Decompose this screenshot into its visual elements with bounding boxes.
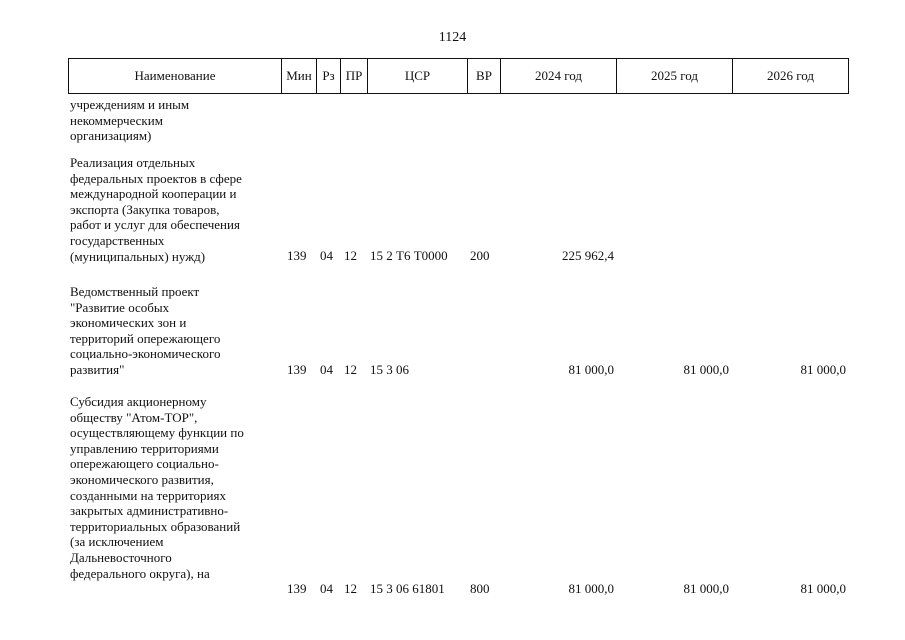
name-line: международной кооперации и [70, 186, 237, 202]
page-number: 1124 [438, 30, 467, 45]
cell-csr: 15 3 06 [370, 362, 409, 378]
name-line: осуществляющему функции по [70, 425, 244, 441]
name-line: закрытых административно- [70, 503, 229, 519]
row-name [70, 155, 277, 264]
column-header-name: Наименование [69, 59, 282, 93]
name-line: (муниципальных) нужд) [70, 248, 206, 264]
name-line: "Развитие особых [70, 299, 170, 315]
table-row [0, 284, 905, 378]
name-line: обществу "Атом-ТОР", [70, 409, 198, 425]
cell-rz: 04 [320, 248, 333, 264]
name-line: экономических зон и [70, 315, 187, 331]
name-line: экономического развития, [70, 471, 214, 487]
cell-2025: 81 000,0 [683, 581, 729, 597]
name-line: работ и услуг для обеспечения [70, 217, 240, 233]
row-name [70, 284, 277, 378]
cell-rz: 04 [320, 581, 333, 597]
column-header-min: Мин [282, 59, 317, 93]
cell-min: 139 [287, 362, 307, 378]
table-row [0, 97, 905, 144]
name-line: развития" [70, 361, 125, 377]
cell-pr: 12 [344, 248, 357, 264]
name-line: учреждениям и иным [70, 97, 190, 112]
column-header-2024: 2024 год [501, 59, 617, 93]
cell-pr: 12 [344, 362, 357, 378]
column-header-pr: ПР [341, 59, 368, 93]
cell-2024: 81 000,0 [568, 362, 614, 378]
cell-2026: 81 000,0 [800, 581, 846, 597]
cell-vr: 200 [470, 248, 490, 264]
name-line: федеральных проектов в сфере [70, 170, 242, 186]
name-line: социально-экономического [70, 346, 221, 362]
column-header-2025: 2025 год [617, 59, 733, 93]
name-line: управлению территориями [70, 440, 219, 456]
name-line: федерального округа), на [70, 565, 210, 581]
column-header-vr: ВР [468, 59, 501, 93]
cell-2026: 81 000,0 [800, 362, 846, 378]
name-line: Реализация отдельных [70, 155, 196, 170]
table-row [0, 155, 905, 264]
name-line: созданными на территориях [70, 487, 226, 503]
table-row [0, 394, 905, 597]
cell-min: 139 [287, 581, 307, 597]
name-line: некоммерческим [70, 112, 163, 128]
name-line: опережающего социально- [70, 456, 219, 472]
name-line: (за исключением [70, 534, 164, 550]
cell-2024: 225 962,4 [562, 248, 614, 264]
cell-vr: 800 [470, 581, 490, 597]
table-header [68, 58, 849, 94]
column-header-rz: Рз [317, 59, 341, 93]
column-header-csr: ЦСР [368, 59, 468, 93]
cell-csr: 15 3 06 61801 [370, 581, 445, 597]
column-header-2026: 2026 год [767, 68, 814, 83]
name-line: организациям) [70, 128, 152, 144]
cell-min: 139 [287, 248, 307, 264]
cell-2025: 81 000,0 [683, 362, 729, 378]
row-name [70, 97, 277, 144]
name-line: территорий опережающего [70, 330, 221, 346]
cell-pr: 12 [344, 581, 357, 597]
name-line: Дальневосточного [70, 549, 172, 565]
row-name [70, 394, 277, 581]
name-line: экспорта (Закупка товаров, [70, 201, 220, 217]
name-line: Ведомственный проект [70, 284, 200, 299]
cell-2024: 81 000,0 [568, 581, 614, 597]
name-line: Субсидия акционерному [70, 394, 207, 409]
name-line: территориальных образований [70, 518, 241, 534]
cell-rz: 04 [320, 362, 333, 378]
name-line: государственных [70, 232, 165, 248]
cell-csr: 15 2 Т6 Т0000 [370, 248, 448, 264]
